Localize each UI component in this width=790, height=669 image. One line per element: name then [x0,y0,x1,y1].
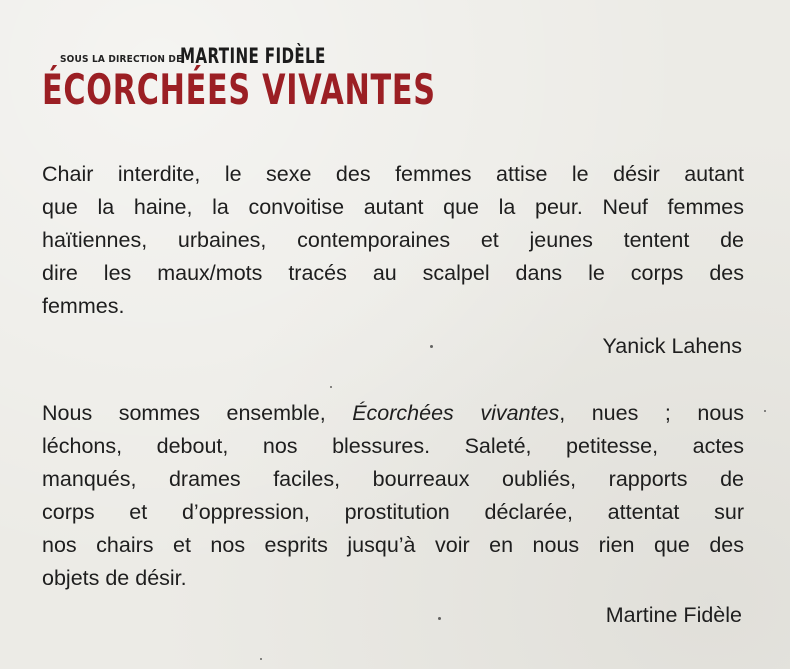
text-line: femmes. [42,294,125,318]
quote-author-2: Martine Fidèle [605,603,742,627]
text-line: objets de désir. [42,566,187,590]
editor-credit [60,40,589,68]
text-run: , nues ; nous [559,401,744,425]
italic-book-title: Écorchées vivantes [352,401,560,425]
quote-author-1: Yanick Lahens [602,334,742,358]
paper-speck [430,345,433,348]
text-run: Nous sommes ensemble, [42,401,353,425]
book-title: ÉCORCHÉES VIVANTES [42,65,436,114]
text-line: léchons, debout, nos blessures. Saleté, petitesse, actes [42,434,744,458]
text-line: haïtiennes, urbaines, contemporaines et jeunes tentent de [42,228,744,252]
editor-name: MARTINE FIDÈLE [180,44,326,68]
text-line [42,397,744,430]
paper-speck [330,386,332,388]
text-line: nos chairs et nos esprits jusqu’à voir en nous rien que des [42,533,744,557]
header [42,40,589,112]
text-line: Chair interdite, le sexe des femmes attise le désir autant [42,162,744,186]
quote-paragraph-1 [42,158,744,323]
paper-speck [764,410,766,412]
text-line: corps et d’oppression, prostitution déclarée, attentat sur [42,500,744,524]
direction-prefix: SOUS LA DIRECTION DE [60,54,183,65]
quote-paragraph-2 [42,397,744,595]
text-line: manqués, drames faciles, bourreaux oubliés, rapports de [42,467,744,491]
text-line: dire les maux/mots tracés au scalpel dans le corps des [42,261,744,285]
paper-speck [260,658,262,660]
paper-speck [438,617,441,620]
text-line: que la haine, la convoitise autant que la peur. Neuf femmes [42,195,744,219]
